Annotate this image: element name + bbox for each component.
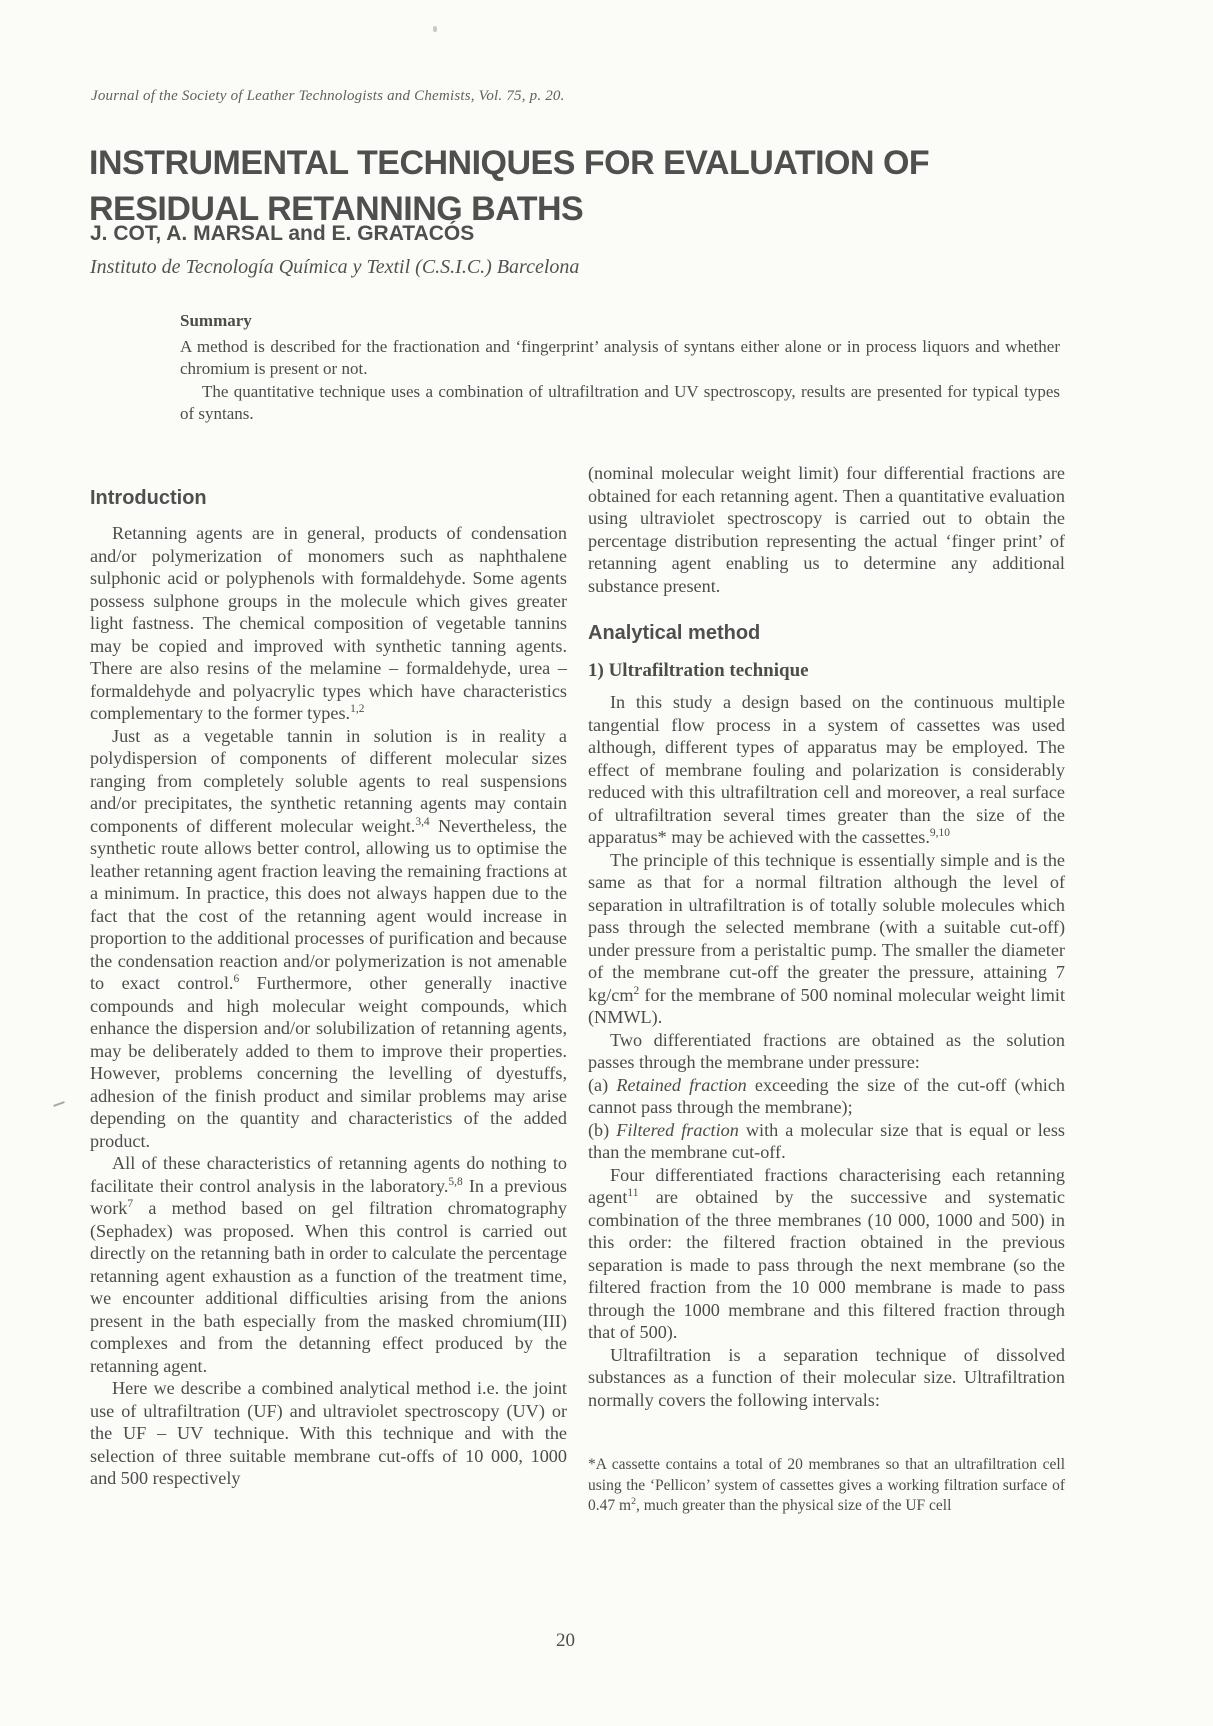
summary-section: [180, 310, 1060, 426]
body-paragraph: The principle of this technique is essentially simple and is the same as that for a normal filtration although the level of separation in ultrafiltration is of totally soluble molecules which pass through the selected membrane (with a suitable cut-off) under pressure from a peristaltic pump. The smaller the diameter of the membrane cut-off the greater the pressure, attaining 7 $kg/cm^2$ for the membrane of 500 nominal molecular weight limit (NMWL).: [588, 849, 1065, 1027]
page-number: 20: [556, 1630, 575, 1651]
sub-heading: 1) Ultrafiltration technique: [588, 660, 809, 681]
paper-title: INSTRUMENTAL TECHNIQUES FOR EVALUATION OF RESIDUAL RETANNING BATHS: [89, 144, 930, 228]
scan-artifact: [53, 1101, 65, 1107]
body-paragraph: (b) Filtered fraction with a molecular size that is equal or less than the membrane cut-off.: [588, 1119, 1065, 1162]
body-paragraph: In this study a design based on the continuous multiple tangential flow process in a system of cassettes was used although, different types of apparatus may be employed. The effect of membrane fouling and polarization is considerably reduced with this ultrafiltration cell and moreover, a real surface of ultrafiltration several times greater than the size of the apparatus* may be achieved with the cassettes.$^{9,10}$: [588, 692, 1065, 847]
scan-artifact: [433, 26, 437, 32]
body-paragraph: A method is described for the fractionation and ‘fingerprint’ analysis of syntans either alone or in process liquors and whether chromium is present or not.: [180, 336, 1060, 378]
body-paragraph: All of these characteristics of retanning agents do nothing to facilitate their control analysis in the laboratory.$^{5,8}$ In a previous work$^7$ a method based on gel filtration chromatography (Sephadex) was proposed. When this control is carried out directly on the retanning bath in order to calculate the percentage retanning agent exhaustion as a function of the treatment time, we encounter additional difficulties arising from the anions present in the bath especially from the masked chromium(III) complexes and from the detanning effect produced by the retanning agent.: [90, 1153, 568, 1376]
section-heading: Introduction: [90, 487, 207, 509]
body-paragraph: Here we describe a combined analytical method i.e. the joint use of ultrafiltration (UF) and ultraviolet spectroscopy (UV) or the UF – UV technique. With this technique and with the selection of three suitable membrane cut-offs of 10 000, 1000 and 500 respectively: [90, 1378, 567, 1488]
journal-header: Journal of the Society of Leather Technologists and Chemists, Vol. 75, p. 20.: [91, 88, 565, 104]
body-paragraph: The quantitative technique uses a combination of ultrafiltration and UV spectroscopy, results are presented for typical types of syntans.: [180, 381, 1060, 423]
section-heading: Analytical method: [588, 622, 761, 644]
affiliation-line: Instituto de Tecnología Química y Textil (C.S.I.C.) Barcelona: [90, 256, 580, 278]
authors-line: J. COT, A. MARSAL and E. GRATACÓS: [90, 222, 475, 245]
body-paragraph: Ultrafiltration is a separation technique of dissolved substances as a function of their molecular size. Ultrafiltration normally covers the following intervals:: [588, 1344, 1065, 1410]
body-paragraph: (nominal molecular weight limit) four differential fractions are obtained for each retanning agent. Then a quantitative evaluation using ultraviolet spectroscopy is carried out to obtain the percentage distribution representing the actual ‘finger print’ of retanning agent enabling us to determine any additional substance present.: [588, 463, 1065, 596]
body-paragraph: Retanning agents are in general, products of condensation and/or polymerization of monomers such as naphthalene sulphonic acid or polyphenols with formaldehyde. Some agents possess sulphone groups in the molecule which gives greater light fastness. The chemical composition of vegetable tannins may be copied and improved with synthetic tanning agents. There are also resins of the melamine – formaldehyde, urea – formaldehyde and polyacrylic types which have characteristics complementary to the former types.$^{1,2}$: [90, 523, 567, 723]
summary-heading: Summary: [180, 311, 252, 330]
right-column: [588, 462, 1065, 1517]
body-paragraph: Just as a vegetable tannin in solution is in reality a polydispersion of components of different molecular sizes ranging from completely soluble agents to real suspensions and/or precipitates, the synthetic retanning agents may contain components of different molecular weight.$^{3,4}$ Nevertheless, the synthetic route allows better control, allowing us to optimise the leather retanning agent fraction leaving the remaining fractions at a minimum. In practice, this does not always happen due to the fact that the cost of the retanning agent would increase in proportion to the additional processes of purification and because the condensation reaction and/or polymerization is not amenable to exact control.$^6$ Furthermore, other generally inactive compounds and high molecular weight compounds, which enhance the dispersion and/or solubilization of retanning agents, may be deliberately added to them to improve their properties. However, problems concerning the levelling of dyestuffs, adhesion of the finish product and similar problems may arise depending on the quantity and characteristics of the added product.: [90, 725, 567, 1151]
body-paragraph: (a) Retained fraction exceeding the size of the cut-off (which cannot pass through the membrane);: [588, 1074, 1066, 1117]
body-paragraph: Four differentiated fractions characterising each retanning agent$^{11}$ are obtained by the successive and systematic combination of the three membranes (10 000, 1000 and 500) in this order: the filtered fraction obtained in the previous separation is made to pass through the next membrane (so the filtered fraction from the 10 000 membrane is made to pass through the 1000 membrane and this filtered fraction through that of 500).: [588, 1164, 1065, 1342]
body-paragraph: Two differentiated fractions are obtained as the solution passes through the membrane under pressure:: [588, 1029, 1065, 1072]
left-column: [90, 462, 567, 1490]
footnote: *A cassette contains a total of 20 membranes so that an ultrafiltration cell using the ‘Pellicon’ system of cassettes gives a working filtration surface of 0.47 $m^2$, much greater than the physical size of the UF cell: [588, 1456, 1065, 1514]
summary-paragraphs: [180, 336, 1060, 426]
